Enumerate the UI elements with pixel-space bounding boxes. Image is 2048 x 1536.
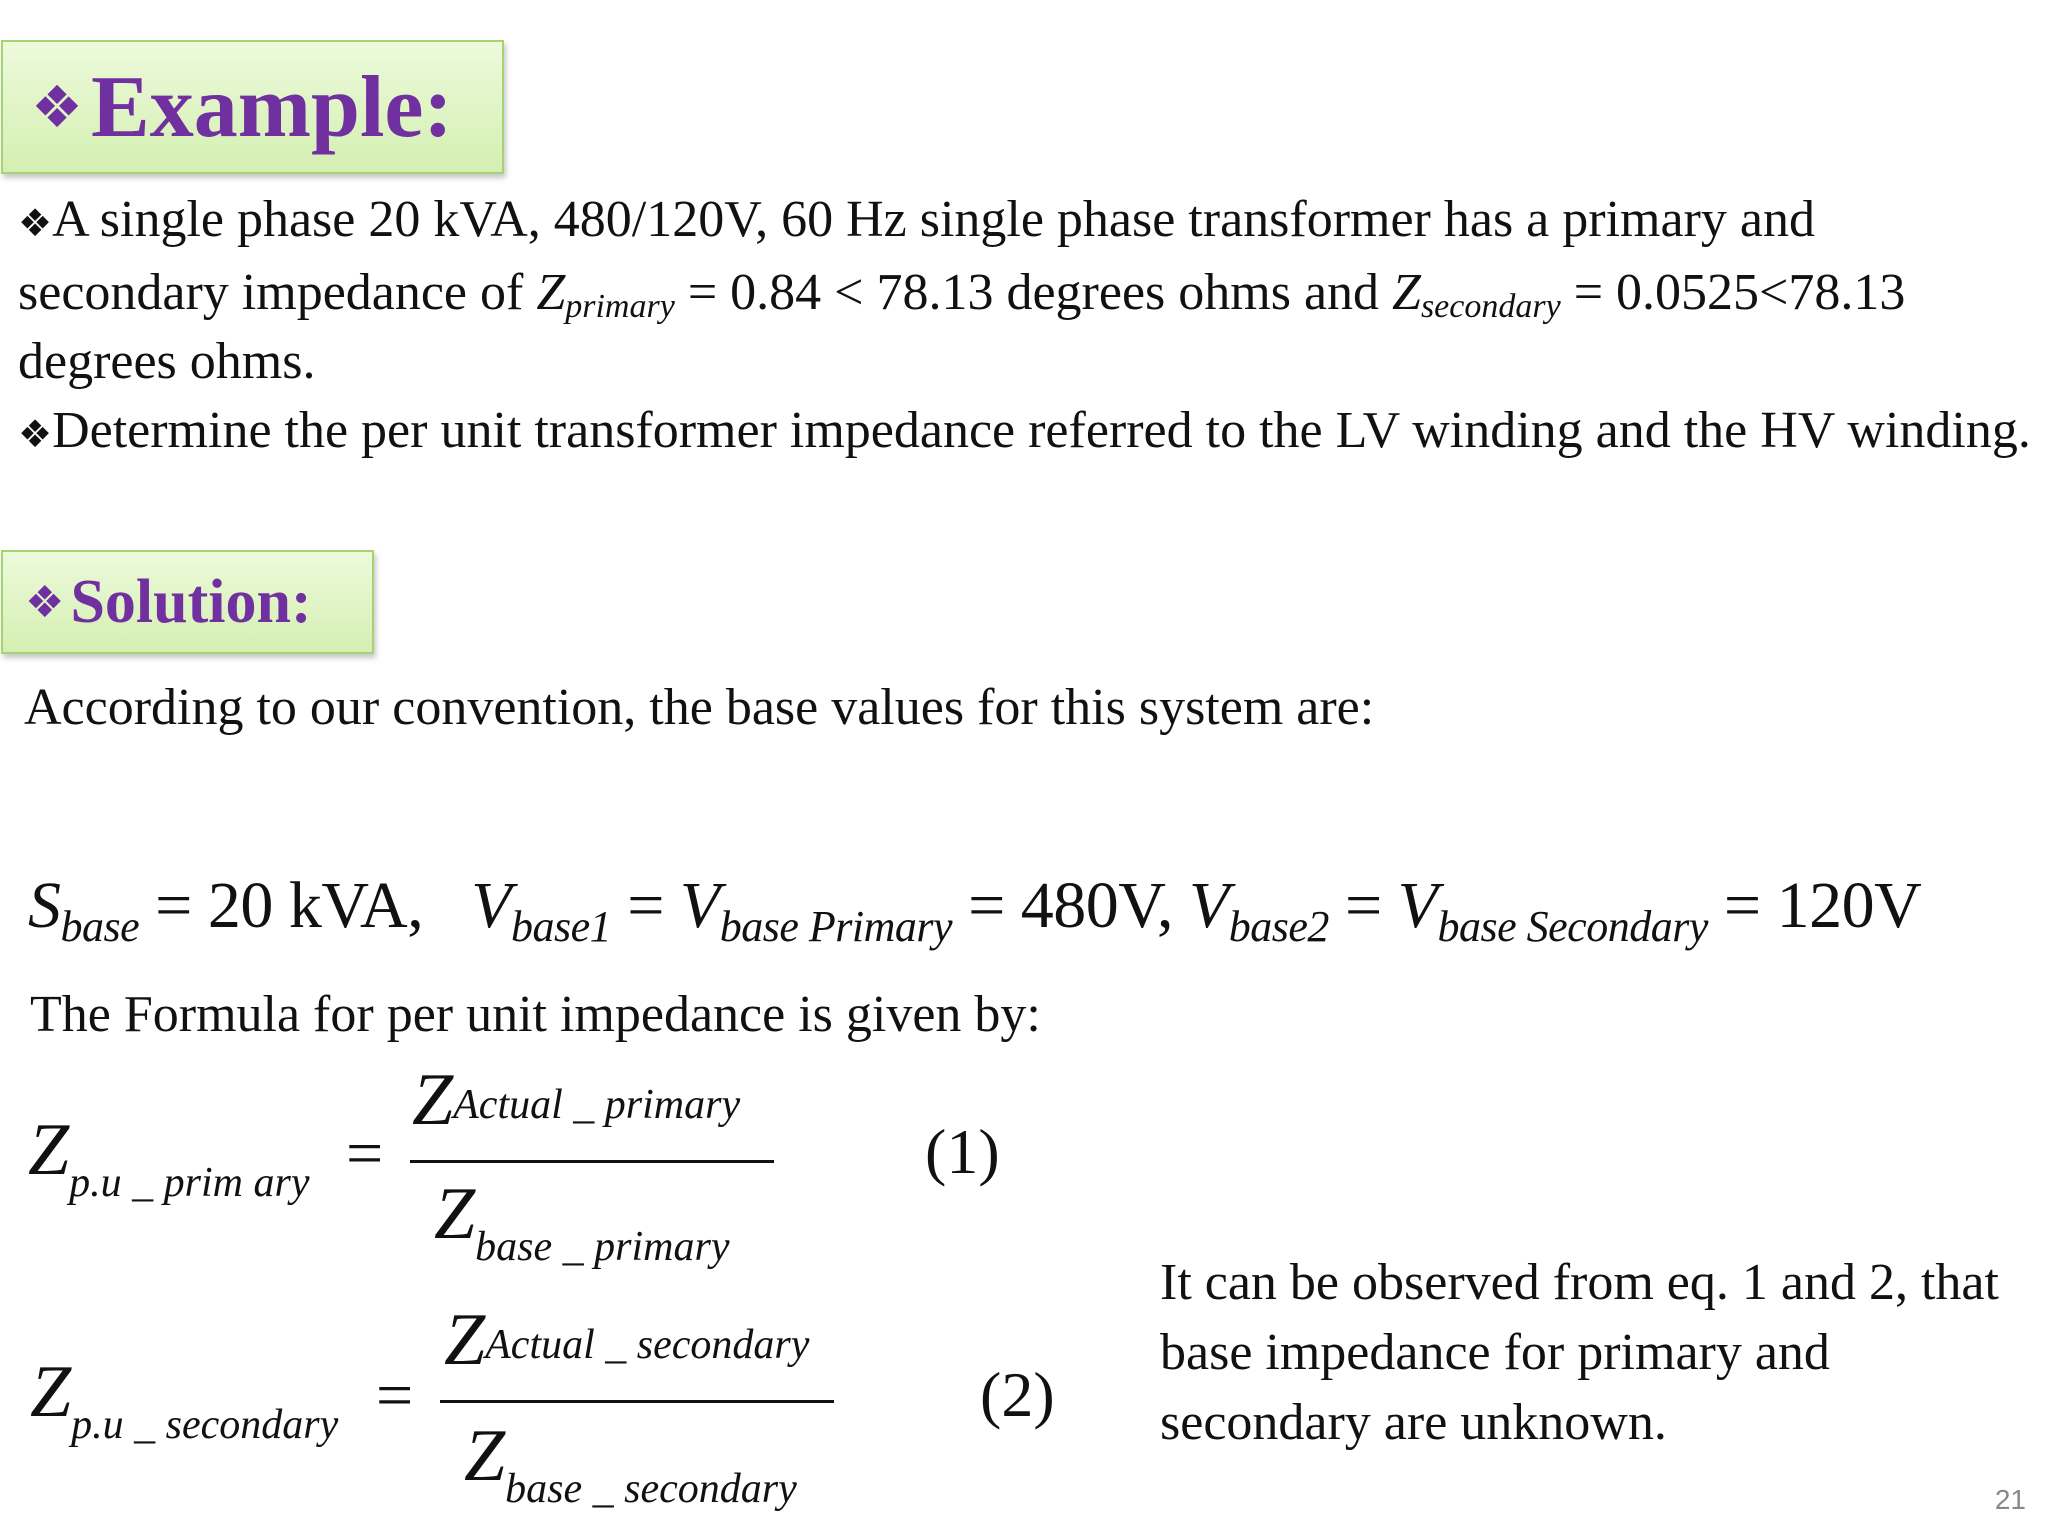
v-primary-value: = 480V, xyxy=(952,869,1189,942)
v-symbol: V xyxy=(1188,869,1229,942)
base-values-line xyxy=(28,868,1922,951)
equation-1-numerator xyxy=(412,1058,740,1143)
equals-sign: = xyxy=(611,869,680,942)
page-number: 21 xyxy=(1994,1484,2026,1515)
problem-paragraph-1 xyxy=(18,185,2038,396)
problem-text: A single phase 20 kVA, 480/120V, 60 Hz single phase transformer has a primary and secondary impedance of xyxy=(18,191,1815,321)
numerator-subscript: Actual _ primary xyxy=(453,1082,741,1128)
z-symbol: Z xyxy=(536,264,566,321)
formula-text: The Formula for per unit impedance is given by: xyxy=(30,986,1041,1043)
example-heading-label: Example: xyxy=(91,58,453,156)
z-symbol: Z xyxy=(444,1299,486,1381)
intro-text: According to our convention, the base values for this system are: xyxy=(24,679,1375,736)
z-symbol: Z xyxy=(30,1351,72,1433)
base-subscript: base xyxy=(60,902,140,951)
lhs-subscript: p.u _ prim ary xyxy=(69,1160,310,1206)
base-secondary-subscript: base Secondary xyxy=(1437,902,1708,951)
problem-text: = 0.0525<78.13 degrees ohms. xyxy=(18,264,1906,390)
diamond-bullet-icon: ❖ xyxy=(31,73,83,141)
z-symbol: Z xyxy=(412,1059,454,1141)
problem-statement xyxy=(18,185,2038,469)
equals-sign: = xyxy=(1328,869,1398,942)
base-primary-subscript: base Primary xyxy=(719,902,953,951)
diamond-bullet-icon: ❖ xyxy=(18,201,53,245)
base2-subscript: base2 xyxy=(1228,902,1329,951)
base1-subscript: base1 xyxy=(511,902,612,951)
equation-2-lhs xyxy=(30,1350,339,1448)
denominator-subscript: base _ primary xyxy=(475,1224,730,1270)
z-symbol: Z xyxy=(434,1173,476,1255)
diamond-bullet-icon: ❖ xyxy=(18,412,53,456)
equation-number: (1) xyxy=(925,1116,1000,1187)
diamond-bullet-icon: ❖ xyxy=(25,576,65,628)
problem-paragraph-2 xyxy=(18,396,2038,469)
v-symbol: V xyxy=(471,869,512,942)
example-heading xyxy=(1,40,504,174)
v-symbol: V xyxy=(1397,869,1438,942)
fraction-bar xyxy=(440,1400,834,1403)
primary-subscript: primary xyxy=(565,288,675,325)
solution-heading xyxy=(1,550,374,654)
equation-1-lhs xyxy=(28,1108,310,1206)
equation-2-denominator xyxy=(464,1414,797,1512)
solution-heading-label: Solution: xyxy=(70,567,312,636)
equation-number: (2) xyxy=(980,1359,1055,1430)
secondary-subscript: secondary xyxy=(1420,288,1561,325)
s-value: = 20 kVA, xyxy=(139,869,424,942)
numerator-subscript: Actual _ secondary xyxy=(485,1322,810,1368)
lhs-subscript: p.u _ secondary xyxy=(71,1402,339,1448)
observation-note: It can be observed from eq. 1 and 2, that base impedance for primary and secondary are unknown. xyxy=(1160,1254,1999,1451)
v-secondary-value: = 120V xyxy=(1707,869,1922,942)
equation-1-denominator xyxy=(434,1172,730,1270)
equation-2-numerator xyxy=(444,1298,809,1383)
denominator-subscript: base _ secondary xyxy=(505,1466,797,1512)
z-symbol: Z xyxy=(28,1109,70,1191)
equals-sign: = xyxy=(376,1359,414,1432)
s-symbol: S xyxy=(28,869,61,942)
z-symbol: Z xyxy=(1392,264,1421,321)
problem-text: Determine the per unit transformer impedance referred to the LV winding and the HV winding. xyxy=(52,402,2031,459)
v-symbol: V xyxy=(679,869,720,942)
z-symbol: Z xyxy=(464,1415,506,1497)
fraction-bar xyxy=(410,1160,774,1163)
problem-text: = 0.84 < 78.13 degrees ohms and xyxy=(674,264,1393,321)
equals-sign: = xyxy=(346,1117,384,1190)
